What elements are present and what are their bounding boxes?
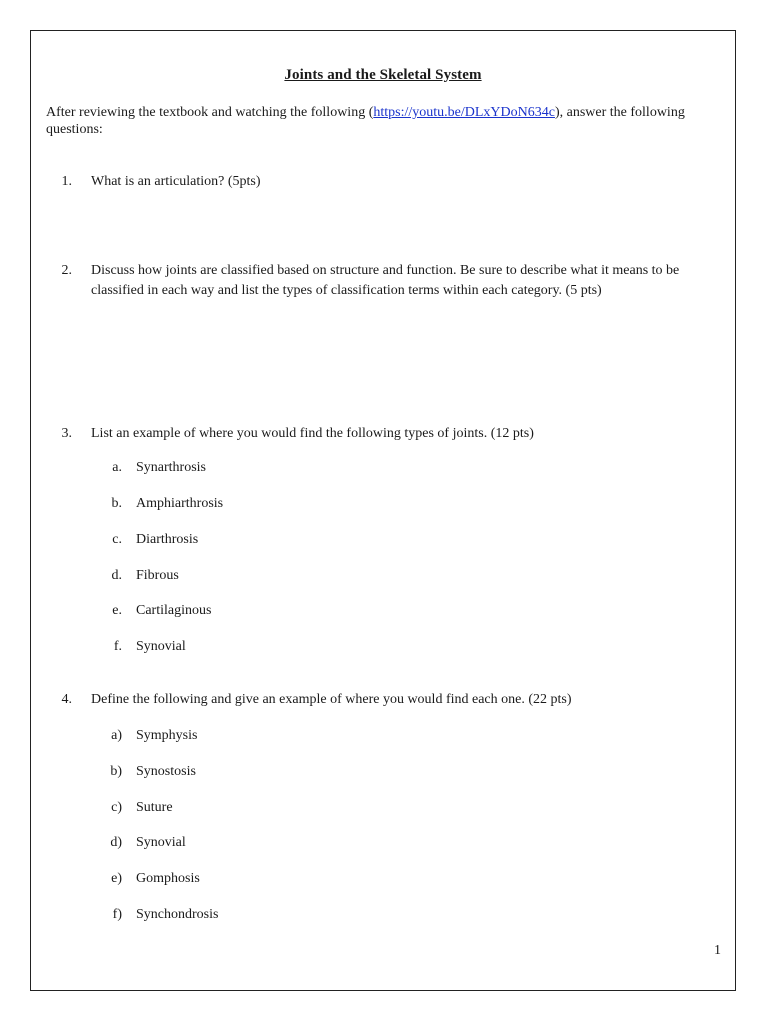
question-4-number: 4. — [61, 692, 72, 707]
document-page — [30, 30, 736, 991]
question-4-item-text: Suture — [136, 800, 173, 815]
question-3-item-text: Amphiarthrosis — [136, 496, 224, 511]
question-4-item-text: Synchondrosis — [136, 907, 219, 922]
question-4-item-text: Gomphosis — [136, 871, 200, 886]
video-link[interactable]: https://youtu.be/DLxYDoN634c — [373, 105, 555, 120]
document-title: Joints and the Skeletal System — [284, 67, 482, 83]
question-3-item-label: f. — [113, 639, 122, 654]
question-2-text: Discuss how joints are classified based on structure and function. Be sure to describe what it means to be classified in each way and list the types of classification terms within each category. (5 pts) — [91, 263, 680, 298]
question-3-item-text: Diarthrosis — [136, 532, 199, 547]
question-4-item-text: Symphysis — [136, 728, 198, 743]
question-3-item-label: e. — [112, 603, 122, 618]
question-3-item-text: Synarthrosis — [136, 460, 206, 475]
question-3-item-text: Fibrous — [136, 568, 179, 583]
question-4-item-label: e) — [111, 871, 122, 886]
intro-text-after-link: ), answer the following questions: — [46, 105, 685, 137]
intro-text-before-link: After reviewing the textbook and watching the following ( — [46, 105, 374, 120]
question-3-text: List an example of where you would find the following types of joints. (12 pts) — [91, 426, 534, 441]
page-number: 1 — [714, 943, 721, 958]
question-3-item-text: Synovial — [136, 639, 186, 654]
question-3-item-text: Cartilaginous — [136, 603, 212, 618]
question-4-item-label: b) — [110, 764, 122, 779]
question-4-item-label: f) — [112, 907, 122, 922]
question-3-item-label: d. — [111, 568, 122, 583]
question-2-number: 2. — [61, 263, 72, 278]
question-4-text: Define the following and give an example of where you would find each one. (22 pts) — [91, 692, 572, 707]
question-3-number: 3. — [61, 426, 72, 441]
question-4-item-text: Synovial — [136, 835, 186, 850]
question-3-item-label: a. — [112, 460, 122, 475]
question-3-item-label: c. — [112, 532, 122, 547]
question-4-item-label: a) — [111, 728, 122, 743]
question-1-number: 1. — [61, 174, 72, 189]
question-4-item-text: Synostosis — [136, 764, 196, 779]
question-3-item-label: b. — [111, 496, 122, 511]
question-4-item-label: c) — [111, 800, 122, 815]
intro-paragraph — [46, 104, 726, 138]
question-1-text: What is an articulation? (5pts) — [91, 174, 261, 189]
question-4-item-label: d) — [110, 835, 122, 850]
